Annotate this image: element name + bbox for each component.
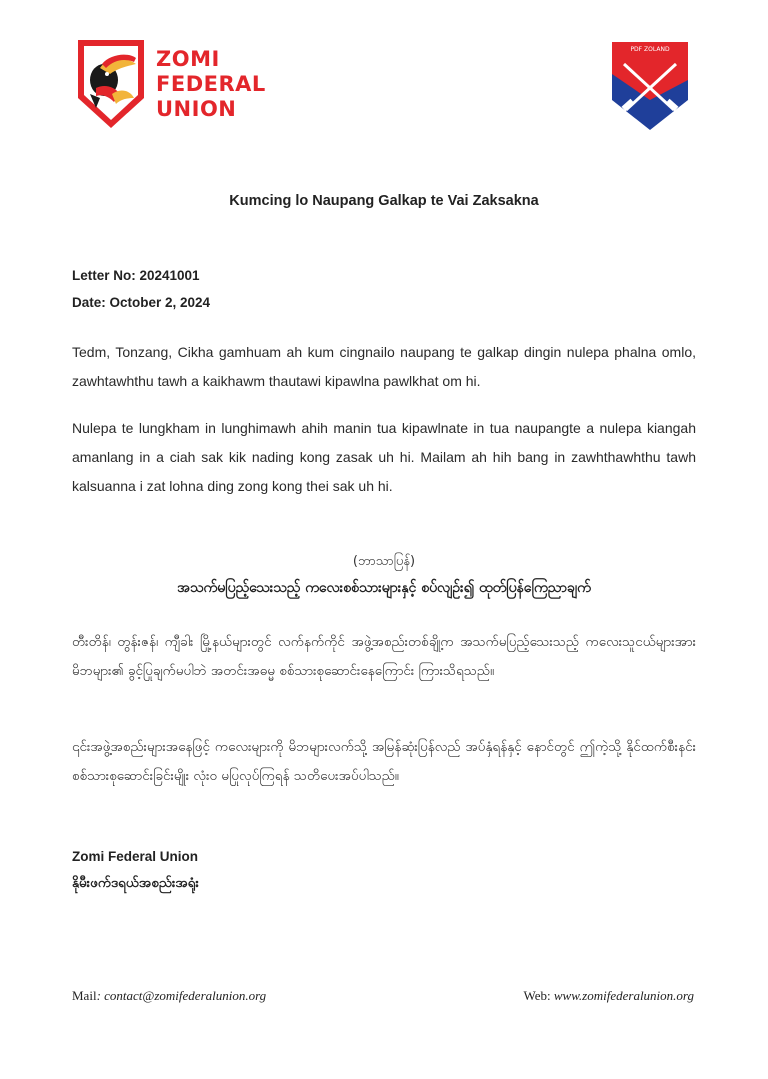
mail-label: Mail [72, 988, 97, 1003]
signature-block [72, 844, 199, 896]
logo-line-3: UNION [156, 96, 237, 121]
pdf-zoland-shield-icon [610, 40, 690, 132]
letter-meta [72, 262, 210, 316]
web-label: Web: [523, 988, 554, 1003]
letter-title: Kumcing lo Naupang Galkap te Vai Zaksakna [229, 193, 539, 209]
burmese-paragraph-1: တီးတိန်၊ တွန်းဇန်၊ ကျီခါး မြို့နယ်များတွင် လက်နက်ကိုင် အဖွဲ့အစည်းတစ်ချို့က အသက်မပြည့်သေးသည့် ကလေးသူငယ်များအား မိဘများ၏ ခွင့်ပြုချက်မပါဘဲ အတင်းအဓမ္မ စစ်သားစုဆောင်းနေကြောင်း ကြားသိရသည်။ [72, 634, 696, 679]
web-link[interactable]: www.zomifederalunion.org [553, 988, 694, 1003]
footer-web [524, 988, 695, 1004]
signature-org-burmese: နိုမီးဖက်ဒရယ်အစည်းအရုံး [72, 875, 199, 891]
body-paragraph-1: Tedm, Tonzang, Cikha gamhuam ah kum cingnailo naupang te galkap dingin nulepa phalna omlo, zawhtawhthu tawh a kaikhawm thautawi kipawlna pawlkhat om hi. [72, 344, 696, 389]
logo-line-2: FEDERAL [156, 71, 266, 96]
burmese-paragraph-2: ၎င်းအဖွဲ့အစည်းများအနေဖြင့် ကလေးများကို မိဘများလက်သို့ အမြန်ဆုံးပြန်လည် အပ်နှံရန်နှင့် နောင်တွင် ဤကဲ့သို့ နိုင်ထက်စီးနင်း စစ်သားစုဆောင်းခြင်းမျိုး လုံးဝ မပြုလုပ်ကြရန် သတိပေးအပ်ပါသည်။ [72, 739, 696, 784]
translation-label: (ဘာသာပြန်) [352, 554, 416, 569]
letter-date: Date: October 2, 2024 [72, 295, 211, 310]
logo-wordmark [156, 47, 266, 122]
signature-org: Zomi Federal Union [72, 849, 199, 864]
hornbill-emblem-icon [74, 38, 148, 130]
mail-address[interactable]: : contact@zomifederalunion.org [96, 988, 267, 1003]
body-paragraph-2: Nulepa te lungkham in lunghimawh ahih manin tua kipawlnate in tua naupangte a nulepa kiangah amanlang in a ciah sak kik nading kong zasak uh hi. Mailam ah hih bang in zawhthawhthu tawh kalsuanna i zat lohna ding zong kong thei sak uh hi. [72, 420, 696, 494]
letter-number: Letter No: 20241001 [72, 268, 200, 283]
footer-mail [72, 988, 266, 1004]
logo-line-1: ZOMI [156, 46, 220, 71]
zfu-logo [74, 38, 266, 130]
burmese-title: အသက်မပြည့်သေးသည့် ကလေးစစ်သားများနှင့် စပ်လျဉ်း၍ ထုတ်ပြန်ကြေညာချက် [177, 580, 591, 596]
shield-label: PDF ZOLAND [630, 46, 670, 53]
